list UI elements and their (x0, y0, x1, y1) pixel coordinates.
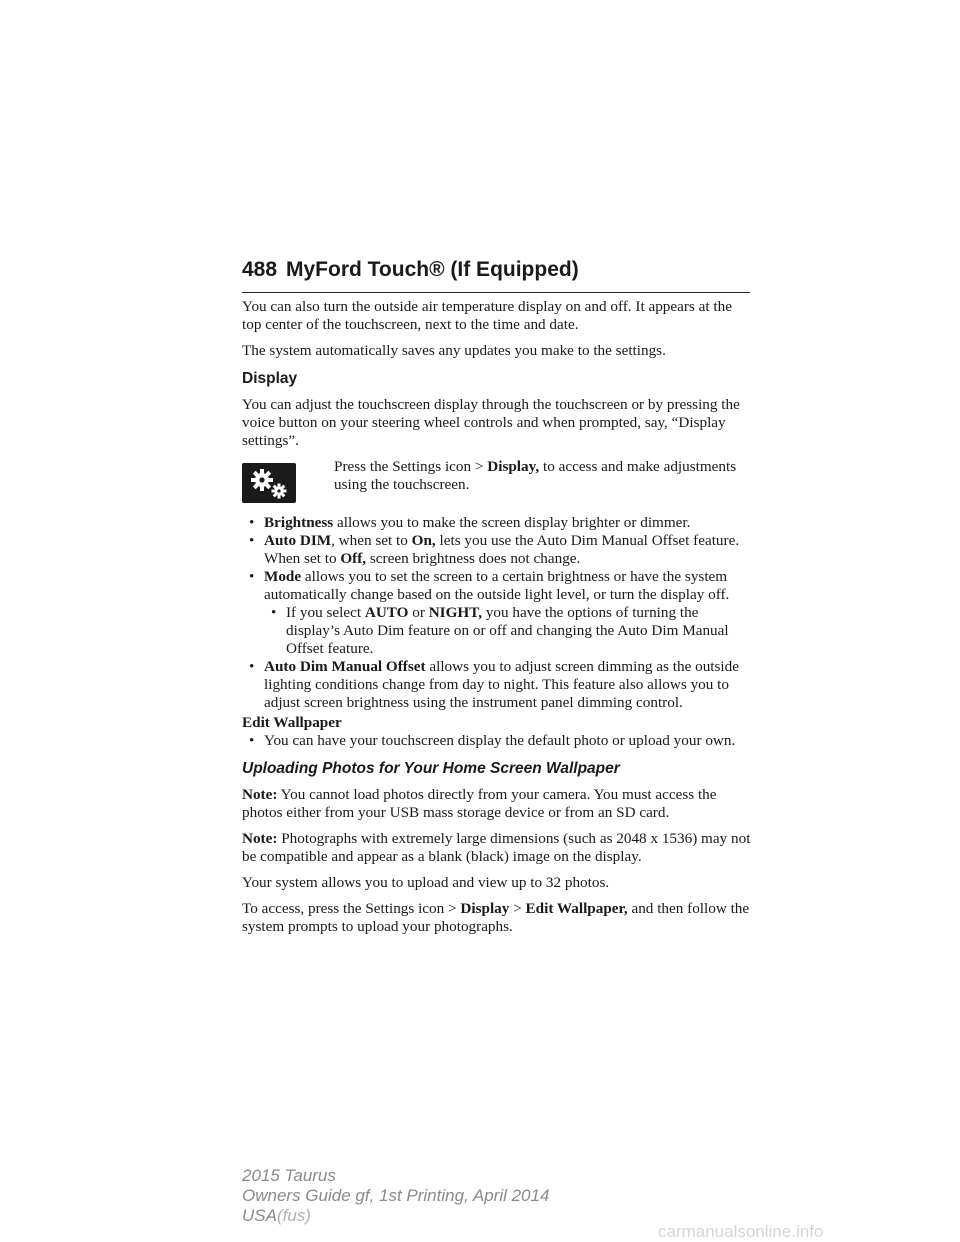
list-item-auto-dim: • Auto DIM, when set to On, lets you use the Auto Dim Manual Offset feature. When set to Off, screen brightness does not change. (242, 532, 754, 568)
list-item-auto-dim-manual-offset: • Auto Dim Manual Offset allows you to adjust screen dimming as the outside lighting conditions change from day to night. This feature also allows you to adjust screen brightness using the instrument panel dimming control. (242, 658, 754, 712)
display-heading: Display (242, 370, 298, 387)
mode-sub-list (264, 604, 754, 658)
display-paragraph: You can adjust the touchscreen display through the touchscreen or by pressing the voice button on your steering wheel controls and when prompted, say, “Display settings”. (242, 396, 740, 449)
page-title: MyFord Touch® (If Equipped) (286, 258, 579, 281)
list-item-mode-auto-night: • If you select AUTO or NIGHT, you have the options of turning the display’s Auto Dim feature on or off and changing the Auto Dim Manual Offset feature. (264, 604, 754, 658)
list-item-brightness: • Brightness allows you to make the screen display brighter or dimmer. (242, 514, 754, 532)
uploading-heading: Uploading Photos for Your Home Screen Wallpaper (242, 760, 620, 777)
display-options-list (242, 514, 754, 712)
note-1: Note: You cannot load photos directly from your camera. You must access the photos either from your USB mass storage device or from an SD card. (242, 786, 717, 821)
note-2: Note: Photographs with extremely large dimensions (such as 2048 x 1536) may not be compatible and appear as a blank (black) image on the display. (242, 830, 751, 865)
document-footer (242, 1166, 549, 1226)
intro-paragraph-2: The system automatically saves any updates you make to the settings. (242, 342, 666, 359)
intro-paragraph-1: You can also turn the outside air temperature display on and off. It appears at the top center of the touchscreen, next to the time and date. (242, 298, 732, 333)
settings-instruction (242, 458, 754, 508)
page-number: 488 (242, 258, 278, 281)
footer-edition: Owners Guide gf, 1st Printing, April 2014 (242, 1186, 550, 1205)
footer-region: USA(fus) (242, 1206, 311, 1225)
edit-wallpaper-heading: Edit Wallpaper (242, 714, 342, 731)
gear-icon (242, 463, 296, 503)
photo-limit-paragraph: Your system allows you to upload and view up to 32 photos. (242, 874, 610, 891)
footer-model: 2015 Taurus (242, 1166, 336, 1185)
page-content (242, 298, 754, 944)
settings-instruction-text: Press the Settings icon > Display, to access and make adjustments using the touchscreen. (334, 458, 737, 493)
list-item-wallpaper: • You can have your touchscreen display the default photo or upload your own. (242, 732, 754, 750)
access-paragraph: To access, press the Settings icon > Display > Edit Wallpaper, and then follow the system prompts to upload your photographs. (242, 900, 750, 935)
watermark: carmanualsonline.info (658, 1222, 824, 1241)
list-item-mode: • Mode allows you to set the screen to a certain brightness or have the system automatically change based on the outside light level, or turn the display off. • If you select AUTO or NIGHT, you have the options of turning the display’s Auto Dim feature on or off and changing the Auto Dim Manual Offset feature. (242, 568, 754, 658)
page-header (242, 258, 750, 293)
wallpaper-list (242, 732, 754, 750)
